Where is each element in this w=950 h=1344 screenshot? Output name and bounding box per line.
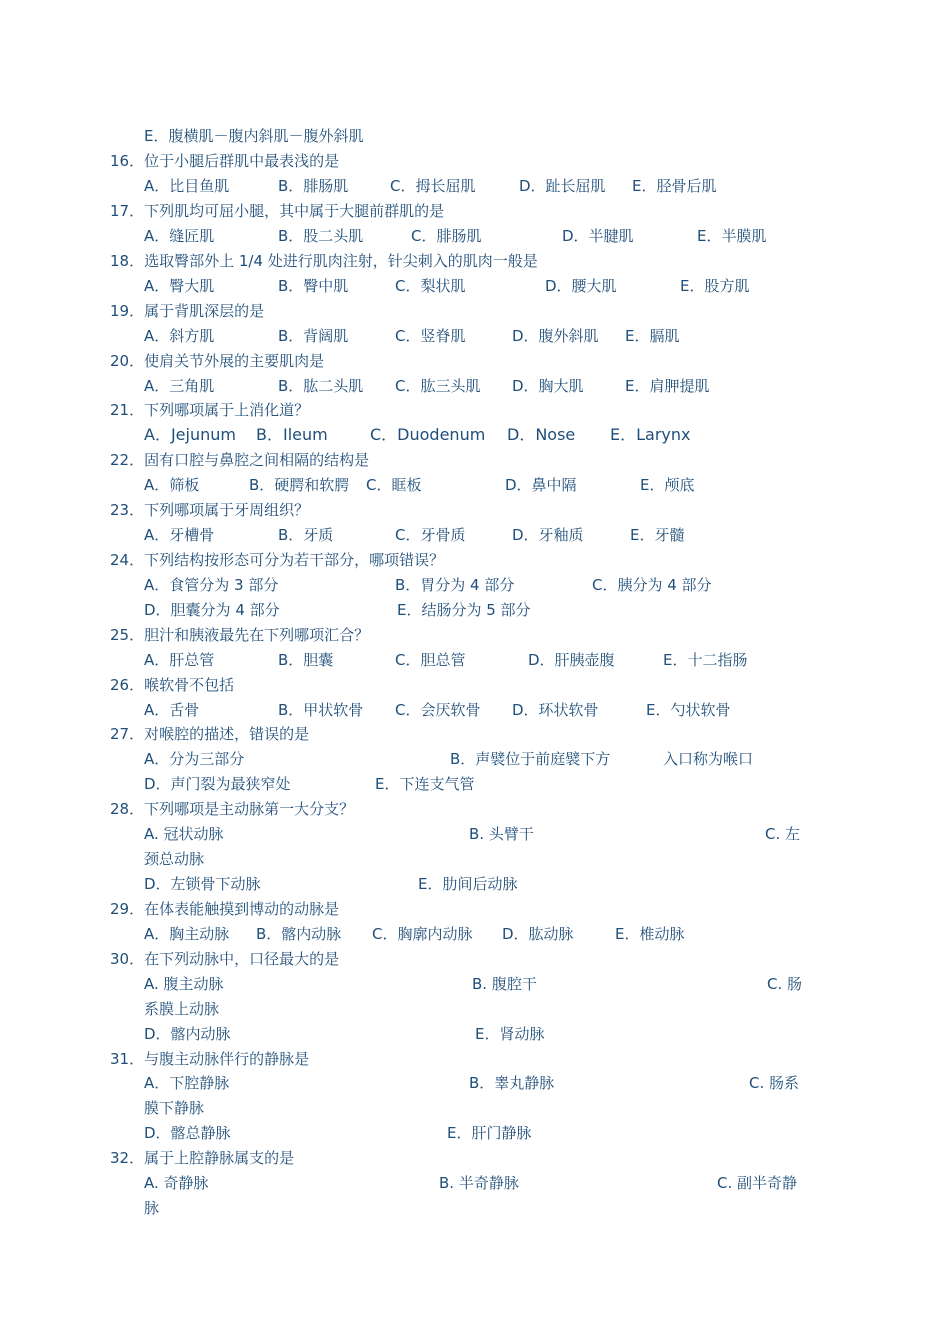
answer-option: E．肩胛提肌: [625, 377, 710, 395]
answer-option: A．胸主动脉: [144, 925, 230, 943]
answer-option: A．分为三部分: [144, 750, 245, 768]
question-text: 17．下列肌均可屈小腿，其中属于大腿前群肌的是: [110, 202, 445, 220]
answer-option: E．肋间后动脉: [418, 875, 518, 893]
answer-option: E．Larynx: [610, 425, 691, 444]
answer-option: E．椎动脉: [615, 925, 685, 943]
answer-option: E．牙髓: [630, 526, 685, 544]
answer-option: A．Jejunum: [144, 425, 236, 444]
answer-option: C．胆总管: [395, 651, 466, 669]
answer-option: D．肝胰壶腹: [528, 651, 615, 669]
answer-option: D．胆囊分为 4 部分: [144, 601, 280, 619]
answer-option: D．髂内动脉: [144, 1025, 231, 1043]
answer-option: A．食管分为 3 部分: [144, 576, 279, 594]
answer-option: D．牙釉质: [512, 526, 584, 544]
answer-option: B．牙质: [278, 526, 334, 544]
question-text: 18．选取臀部外上 1/4 处进行肌肉注射，针尖刺入的肌肉一般是: [110, 252, 538, 270]
answer-option: D．Nose: [507, 425, 576, 444]
answer-option: E．勺状软骨: [646, 701, 731, 719]
question-text: 22．固有口腔与鼻腔之间相隔的结构是: [110, 451, 370, 469]
answer-option: B．胆囊: [278, 651, 334, 669]
answer-option: D．鼻中隔: [505, 476, 577, 494]
answer-option: D．胸大肌: [512, 377, 584, 395]
question-text: 24．下列结构按形态可分为若干部分，哪项错误？: [110, 551, 445, 569]
answer-option: C. 肠系: [749, 1074, 800, 1092]
answer-option: 颈总动脉: [144, 850, 205, 868]
answer-option: D．腹外斜肌: [512, 327, 599, 345]
question-text: 25．胆汁和胰液最先在下列哪项汇合？: [110, 626, 370, 644]
answer-option: A．筛板: [144, 476, 200, 494]
answer-option: D．左锁骨下动脉: [144, 875, 261, 893]
answer-option: C．梨状肌: [395, 277, 466, 295]
answer-option: B. 半奇静脉: [439, 1174, 519, 1192]
answer-option: C．竖脊肌: [395, 327, 466, 345]
answer-option: C. 副半奇静: [717, 1174, 798, 1192]
answer-option: C．会厌软骨: [395, 701, 481, 719]
answer-option: B．睾丸静脉: [469, 1074, 555, 1092]
answer-option: E．下连支气管: [375, 775, 475, 793]
answer-option: B．Ileum: [256, 425, 328, 444]
question-text: 31．与腹主动脉伴行的静脉是: [110, 1050, 310, 1068]
question-text: 27．对喉腔的描述，错误的是: [110, 725, 310, 743]
answer-option: B．硬腭和软腭: [249, 476, 350, 494]
question-text: 29．在体表能触摸到博动的动脉是: [110, 900, 340, 918]
answer-option: C．牙骨质: [395, 526, 466, 544]
answer-option: E．半膜肌: [697, 227, 767, 245]
question-text: 30．在下列动脉中，口径最大的是: [110, 950, 340, 968]
answer-option: D．髂总静脉: [144, 1124, 231, 1142]
answer-option: C．肱三头肌: [395, 377, 481, 395]
answer-option: C．拇长屈肌: [390, 177, 476, 195]
answer-option: E．十二指肠: [663, 651, 748, 669]
answer-option: B．声襞位于前庭襞下方: [450, 750, 611, 768]
answer-option: B. 腹腔干: [472, 975, 537, 993]
answer-option: A．三角肌: [144, 377, 215, 395]
answer-option: E．股方肌: [680, 277, 750, 295]
answer-option: C．胰分为 4 部分: [592, 576, 712, 594]
answer-option: E．腹横肌－腹内斜肌－腹外斜肌: [144, 127, 364, 145]
answer-option: A．缝匠肌: [144, 227, 215, 245]
question-text: 23．下列哪项属于牙周组织？: [110, 501, 310, 519]
answer-option: D．半腱肌: [562, 227, 634, 245]
answer-option: E．胫骨后肌: [632, 177, 717, 195]
answer-option: D．肱动脉: [502, 925, 574, 943]
answer-option: 入口称为喉口: [663, 750, 754, 768]
answer-option: A．臀大肌: [144, 277, 215, 295]
answer-option: C．眶板: [366, 476, 422, 494]
question-text: 32．属于上腔静脉属支的是: [110, 1149, 295, 1167]
answer-option: 脉: [144, 1199, 160, 1217]
answer-option: E．肝门静脉: [447, 1124, 532, 1142]
answer-option: B．胃分为 4 部分: [395, 576, 515, 594]
answer-option: E．膈肌: [625, 327, 680, 345]
answer-option: A．牙槽骨: [144, 526, 215, 544]
answer-option: E．结肠分为 5 部分: [397, 601, 531, 619]
answer-option: C. 肠: [767, 975, 803, 993]
answer-option: C．胸廓内动脉: [372, 925, 473, 943]
answer-option: D．腰大肌: [545, 277, 617, 295]
question-text: 26．喉软骨不包括: [110, 676, 235, 694]
answer-option: E．颅底: [640, 476, 695, 494]
answer-option: E．肾动脉: [475, 1025, 545, 1043]
answer-option: A．斜方肌: [144, 327, 215, 345]
answer-option: B．股二头肌: [278, 227, 364, 245]
question-text: 28．下列哪项是主动脉第一大分支？: [110, 800, 355, 818]
question-text: 20．使肩关节外展的主要肌肉是: [110, 352, 325, 370]
answer-option: D．趾长屈肌: [519, 177, 606, 195]
question-text: 16．位于小腿后群肌中最表浅的是: [110, 152, 340, 170]
answer-option: A. 奇静脉: [144, 1174, 209, 1192]
answer-option: 系膜上动脉: [144, 1000, 220, 1018]
question-text: 21．下列哪项属于上消化道？: [110, 401, 310, 419]
answer-option: B．甲状软骨: [278, 701, 364, 719]
answer-option: A．下腔静脉: [144, 1074, 230, 1092]
answer-option: C．腓肠肌: [411, 227, 482, 245]
answer-option: A. 腹主动脉: [144, 975, 224, 993]
answer-option: B．肱二头肌: [278, 377, 364, 395]
answer-option: A．肝总管: [144, 651, 215, 669]
answer-option: B．髂内动脉: [256, 925, 342, 943]
answer-option: D．环状软骨: [512, 701, 599, 719]
answer-option: 膜下静脉: [144, 1099, 205, 1117]
answer-option: A．舌骨: [144, 701, 200, 719]
answer-option: A. 冠状动脉: [144, 825, 224, 843]
answer-option: A．比目鱼肌: [144, 177, 230, 195]
answer-option: B．背阔肌: [278, 327, 349, 345]
answer-option: D．声门裂为最狭窄处: [144, 775, 291, 793]
answer-option: C．Duodenum: [370, 425, 486, 444]
answer-option: B. 头臂干: [469, 825, 534, 843]
answer-option: B．腓肠肌: [278, 177, 349, 195]
answer-option: B．臀中肌: [278, 277, 349, 295]
answer-option: C. 左: [765, 825, 801, 843]
question-text: 19．属于背肌深层的是: [110, 302, 265, 320]
